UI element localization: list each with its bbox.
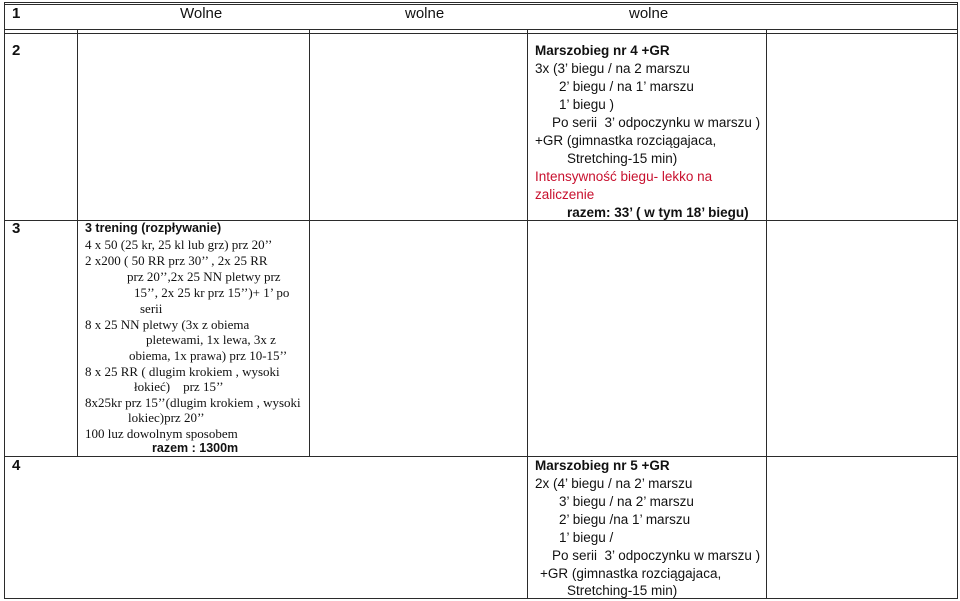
col-divider-2	[309, 30, 310, 456]
marszobieg-4-line: 1’ biegu )	[559, 97, 615, 112]
table-border-top	[4, 2, 957, 3]
training-line: lokiec)prz 20’’	[128, 410, 205, 425]
training-line: 2 x200 ( 50 RR prz 30’’ , 2x 25 RR	[85, 253, 268, 268]
header-cell-3: wolne	[629, 5, 669, 22]
marszobieg-5-line: +GR (gimnastka rozciągajaca,	[540, 566, 722, 581]
marszobieg-5-title: Marszobieg nr 5 +GR	[535, 458, 670, 473]
header-row-number: 1	[12, 5, 21, 22]
row-divider-3	[4, 456, 957, 457]
marszobieg-4-line: Po serii 3’ odpoczynku w marszu )	[552, 115, 761, 130]
col-divider-1	[77, 30, 78, 456]
row-number-2: 2	[12, 42, 21, 59]
marszobieg-4-line: Stretching-15 min)	[567, 151, 678, 166]
col-divider-4	[766, 30, 767, 598]
training-line: 4 x 50 (25 kr, 25 kl lub grz) prz 20’’	[85, 237, 273, 252]
training-line: prz 20’’,2x 25 NN pletwy prz	[127, 269, 281, 284]
marszobieg-4-line: +GR (gimnastka rozciągajaca,	[535, 133, 717, 148]
training-line: pletewami, 1x lewa, 3x z	[146, 332, 276, 347]
header-cell-1: Wolne	[180, 5, 223, 22]
marszobieg-5-line: Po serii 3’ odpoczynku w marszu )	[552, 548, 761, 563]
training-line: 8x25kr prz 15’’(dlugim krokiem , wysoki	[85, 395, 301, 410]
marszobieg-4-intensity: Intensywność biegu- lekko na	[535, 169, 713, 184]
marszobieg-4-title: Marszobieg nr 4 +GR	[535, 43, 670, 58]
marszobieg-5-line: 1’ biegu /	[559, 530, 614, 545]
training-line: 15’’, 2x 25 kr prz 15’’)+ 1’ po	[134, 285, 290, 300]
marszobieg-4-line: 3x (3’ biegu / na 2 marszu	[535, 61, 690, 76]
marszobieg-4-line: 2’ biegu / na 1’ marszu	[559, 79, 694, 94]
row-number-4: 4	[12, 457, 21, 474]
marszobieg-5-line: Stretching-15 min)	[567, 583, 678, 598]
marszobieg-4-intensity-cont: zaliczenie	[535, 187, 595, 202]
training-title: 3 trening (rozpływanie)	[85, 221, 222, 235]
marszobieg-5-line: 2’ biegu /na 1’ marszu	[559, 512, 691, 527]
training-line: 100 luz dowolnym sposobem	[85, 426, 238, 441]
row-divider-1b	[4, 33, 957, 34]
training-line: 8 x 25 NN pletwy (3x z obiema	[85, 317, 250, 332]
training-total: razem : 1300m	[152, 441, 239, 455]
row-number-3: 3	[12, 220, 21, 237]
col-divider-3	[527, 30, 528, 598]
marszobieg-5-line: 2x (4’ biegu / na 2’ marszu	[535, 476, 693, 491]
marszobieg-5-line: 3’ biegu / na 2’ marszu	[559, 494, 694, 509]
table-border-left	[4, 2, 5, 599]
training-line: 8 x 25 RR ( dlugim krokiem , wysoki	[85, 364, 280, 379]
training-line: łokieć) prz 15’’	[134, 379, 224, 394]
table-border-top-inner	[4, 4, 957, 5]
training-line: obiema, 1x prawa) prz 10-15’’	[129, 348, 288, 363]
row-divider-1	[4, 29, 957, 30]
header-cell-2: wolne	[405, 5, 445, 22]
table-border-right	[957, 2, 958, 599]
marszobieg-4-total: razem: 33’ ( w tym 18’ biegu)	[567, 205, 749, 220]
table-border-bottom	[4, 598, 957, 599]
training-line: serii	[140, 301, 163, 316]
